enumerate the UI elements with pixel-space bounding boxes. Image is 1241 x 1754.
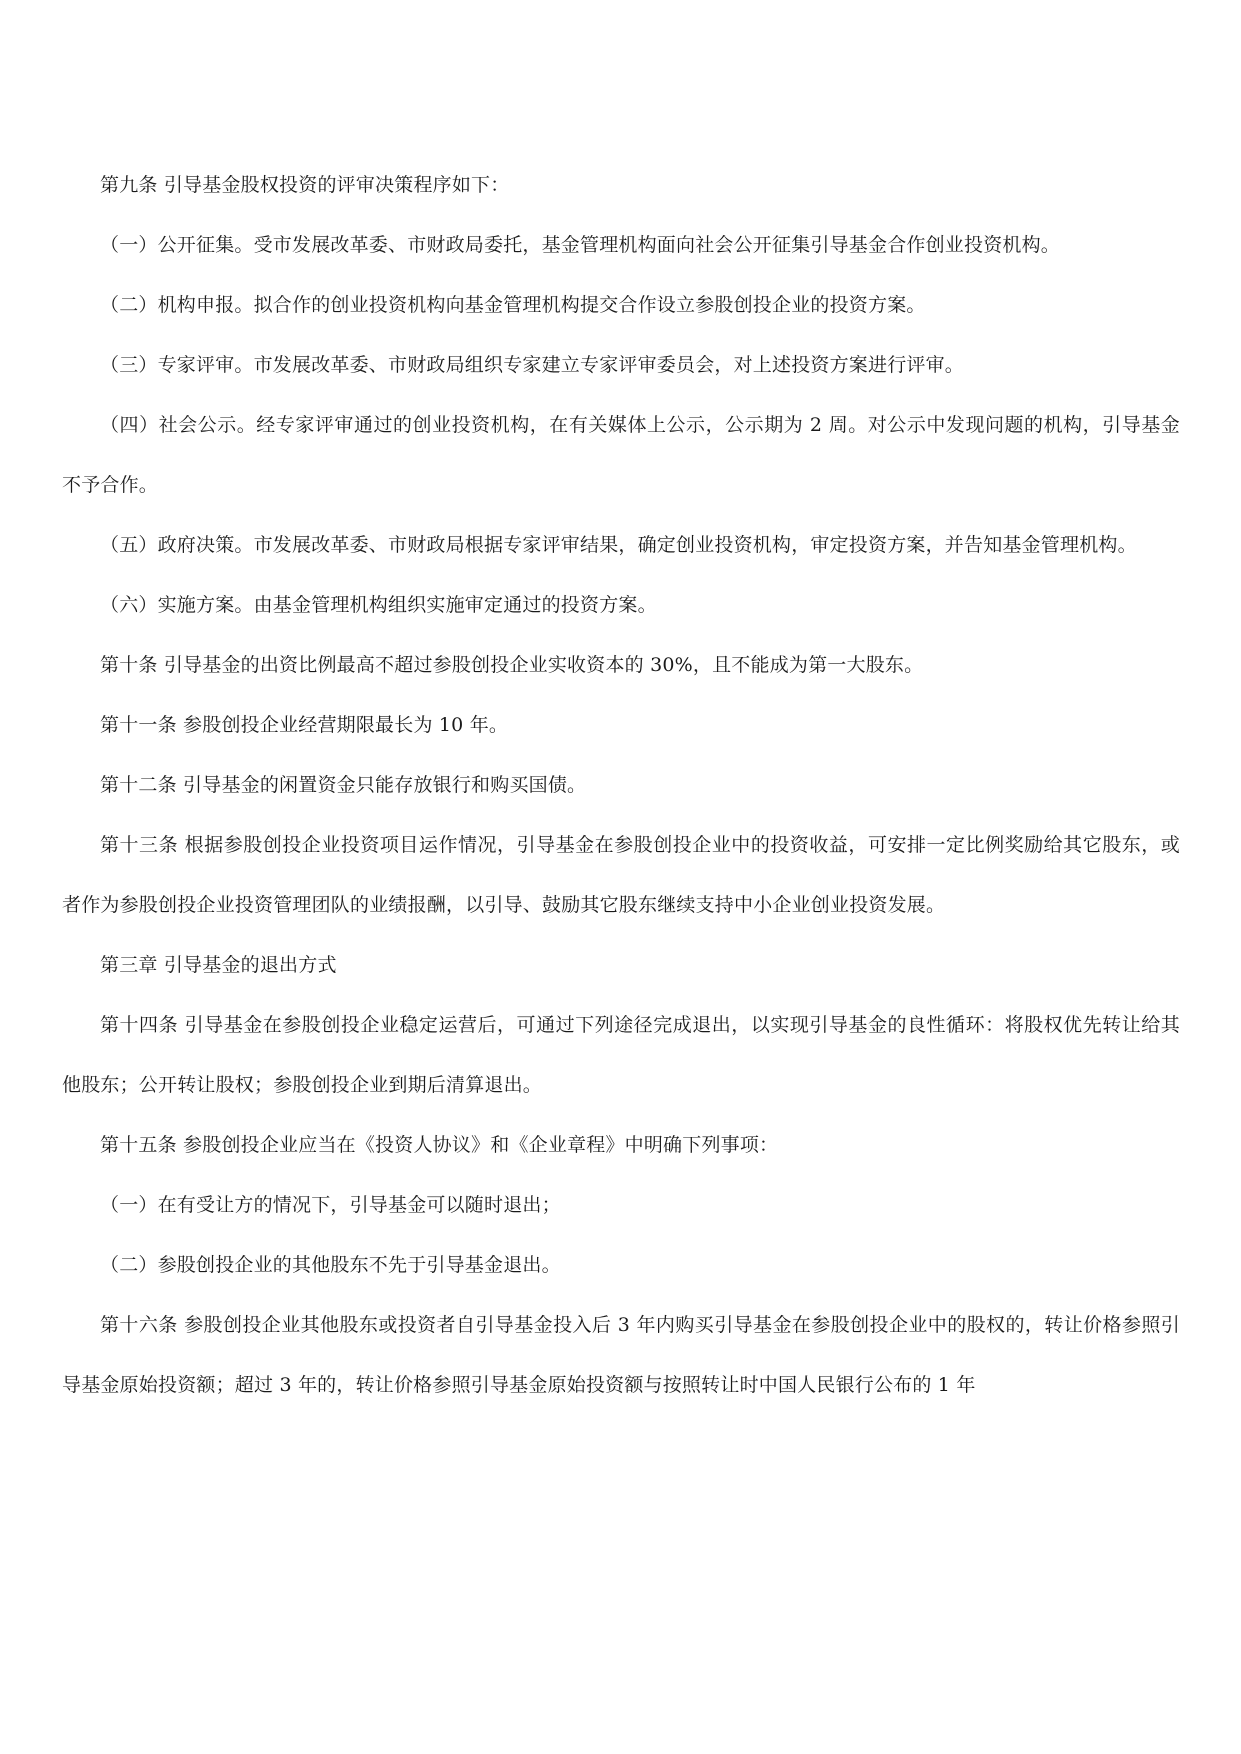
article-15-item-1: （一）在有受让方的情况下，引导基金可以随时退出； xyxy=(100,1194,561,1216)
article-13: 第十三条 根据参股创投企业投资项目运作情况，引导基金在参股创投企业中的投资收益，可安排一定比例奖励给其它股东，或者作为参股创投企业投资管理团队的业绩报酬，以引导、鼓励其它股东继续支持中小企业创业投资发展。 xyxy=(62,834,1180,916)
article-9-item-5: （五）政府决策。市发展改革委、市财政局根据专家评审结果，确定创业投资机构，审定投资方案，并告知基金管理机构。 xyxy=(100,534,1137,556)
article-9-item-4: （四）社会公示。经专家评审通过的创业投资机构，在有关媒体上公示，公示期为 2 周。对公示中发现问题的机构，引导基金不予合作。 xyxy=(62,414,1180,496)
article-11: 第十一条 参股创投企业经营期限最长为 10 年。 xyxy=(100,714,509,736)
document-body xyxy=(62,155,1180,1415)
article-14: 第十四条 引导基金在参股创投企业稳定运营后，可通过下列途径完成退出，以实现引导基金的良性循环：将股权优先转让给其他股东；公开转让股权；参股创投企业到期后清算退出。 xyxy=(62,1014,1180,1096)
article-9-item-6: （六）实施方案。由基金管理机构组织实施审定通过的投资方案。 xyxy=(100,594,657,616)
article-10: 第十条 引导基金的出资比例最高不超过参股创投企业实收资本的 30%，且不能成为第一大股东。 xyxy=(100,654,924,676)
chapter-3-heading: 第三章 引导基金的退出方式 xyxy=(100,954,337,976)
article-15-heading: 第十五条 参股创投企业应当在《投资人协议》和《企业章程》中明确下列事项： xyxy=(100,1134,779,1156)
article-9-heading: 第九条 引导基金股权投资的评审决策程序如下： xyxy=(100,174,510,196)
article-16: 第十六条 参股创投企业其他股东或投资者自引导基金投入后 3 年内购买引导基金在参股创投企业中的股权的，转让价格参照引导基金原始投资额；超过 3 年的，转让价格参照引导基金原始投资额与按照转让时中国人民银行公布的 1 年 xyxy=(62,1314,1180,1396)
article-12: 第十二条 引导基金的闲置资金只能存放银行和购买国债。 xyxy=(100,774,587,796)
article-9-item-3: （三）专家评审。市发展改革委、市财政局组织专家建立专家评审委员会，对上述投资方案进行评审。 xyxy=(100,354,965,376)
article-9-item-2: （二）机构申报。拟合作的创业投资机构向基金管理机构提交合作设立参股创投企业的投资方案。 xyxy=(100,294,926,316)
article-9-item-1: （一）公开征集。受市发展改革委、市财政局委托，基金管理机构面向社会公开征集引导基金合作创业投资机构。 xyxy=(100,234,1061,256)
article-15-item-2: （二）参股创投企业的其他股东不先于引导基金退出。 xyxy=(100,1254,561,1276)
